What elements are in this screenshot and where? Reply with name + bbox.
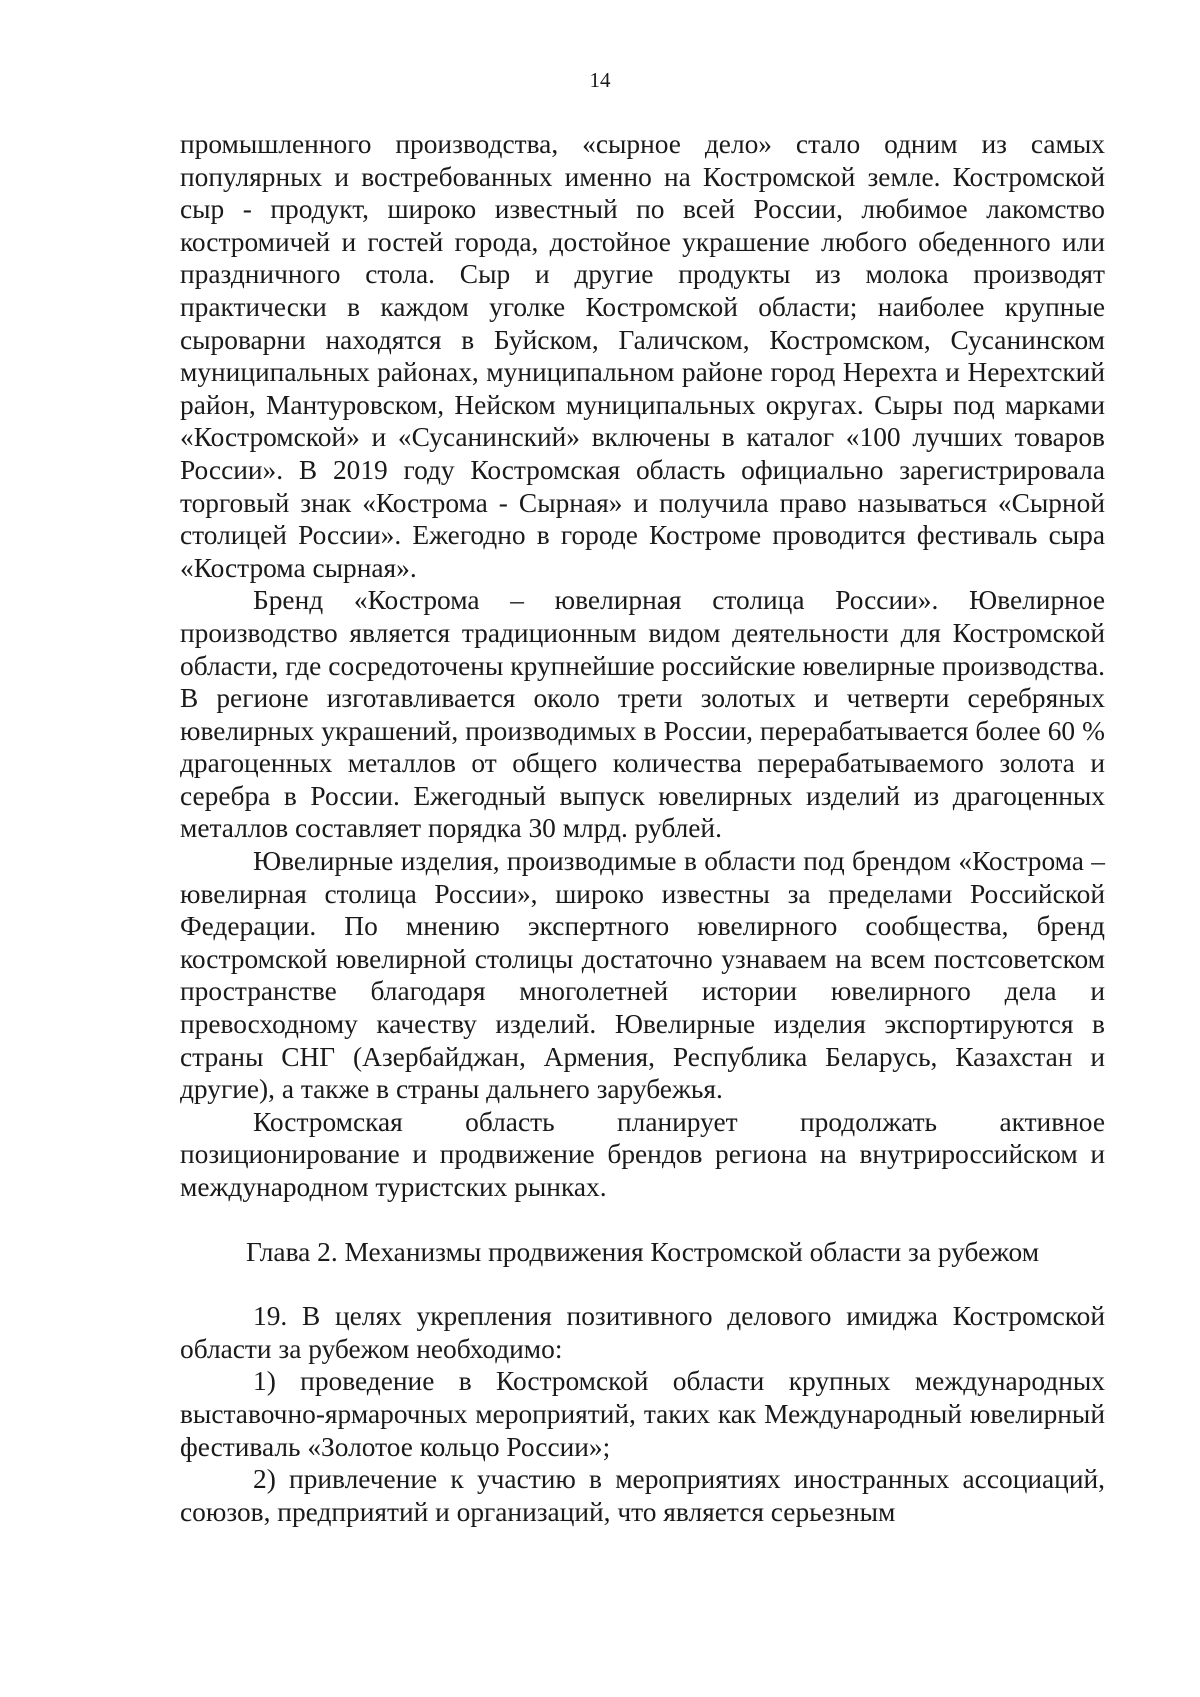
paragraph-brand-promotion: Костромская область планирует продолжать активное позиционирование и продвижение брендов региона на внутрироссийском и международном туристских рынках. (180, 1106, 1105, 1202)
page-number: 14 (589, 68, 611, 92)
list-item-1: 1) проведение в Костромской области крупных международных выставочно-ярмарочных мероприятий, таких как Международный ювелирный фестиваль «Золотое кольцо России»; (180, 1366, 1105, 1462)
paragraph-jewelry-export: Ювелирные изделия, производимые в области под брендом «Кострома – ювелирная столица России», широко известны за пределами Российской Федерации. По мнению экспертного ювелирного сообщества, бренд костромской ювелирной столицы достаточно узнаваем на всем постсоветском пространстве благодаря многолетней истории ювелирного дела и превосходному качеству изделий. Ювелирные изделия экспортируются в страны СНГ (Азербайджан, Армения, Республика Беларусь, Казахстан и другие), а также в страны дальнего зарубежья. (180, 846, 1105, 1105)
list-item-2: 2) привлечение к участию в мероприятиях иностранных ассоциаций, союзов, предприятий и организаций, что является серьезным (180, 1464, 1105, 1527)
paragraph-jewelry-brand: Бренд «Кострома – ювелирная столица России». Ювелирное производство является традиционным видом деятельности для Костромской области, где сосредоточены крупнейшие российские ювелирные производства. В регионе изготавливается около трети золотых и четверти серебряных ювелирных украшений, производимых в России, перерабатывается более 60 % драгоценных металлов от общего количества перерабатываемого золота и серебра в России. Ежегодный выпуск ювелирных изделий из драгоценных металлов составляет порядка 30 млрд. рублей. (180, 585, 1105, 844)
paragraph-item-19: 19. В целях укрепления позитивного делового имиджа Костромской области за рубежом необходимо: (180, 1301, 1105, 1364)
paragraph-cheese-brand: промышленного производства, «сырное дело» стало одним из самых популярных и востребованных именно на Костромской земле. Костромской сыр - продукт, широко известный по всей России, любимое лакомство костромичей и гостей города, достойное украшение любого обеденного или праздничного стола. Сыр и другие продукты из молока производят практически в каждом уголке Костромской области; наиболее крупные сыроварни находятся в Буйском, Галичском, Костромском, Сусанинском муниципальных районах, муниципальном районе город Нерехта и Нерехтский район, Мантуровском, Нейском муниципальных округах. Сыры под марками «Костромской» и «Сусанинский» включены в каталог «100 лучших товаров России». В 2019 году Костромская область официально зарегистрировала торговый знак «Кострома - Сырная» и получила право называться «Сырной столицей России». Ежегодно в городе Костроме проводится фестиваль сыра «Кострома сырная». (180, 129, 1105, 583)
chapter-title: Глава 2. Механизмы продвижения Костромской области за рубежом (245, 1236, 1040, 1267)
document-body (180, 128, 1105, 1528)
